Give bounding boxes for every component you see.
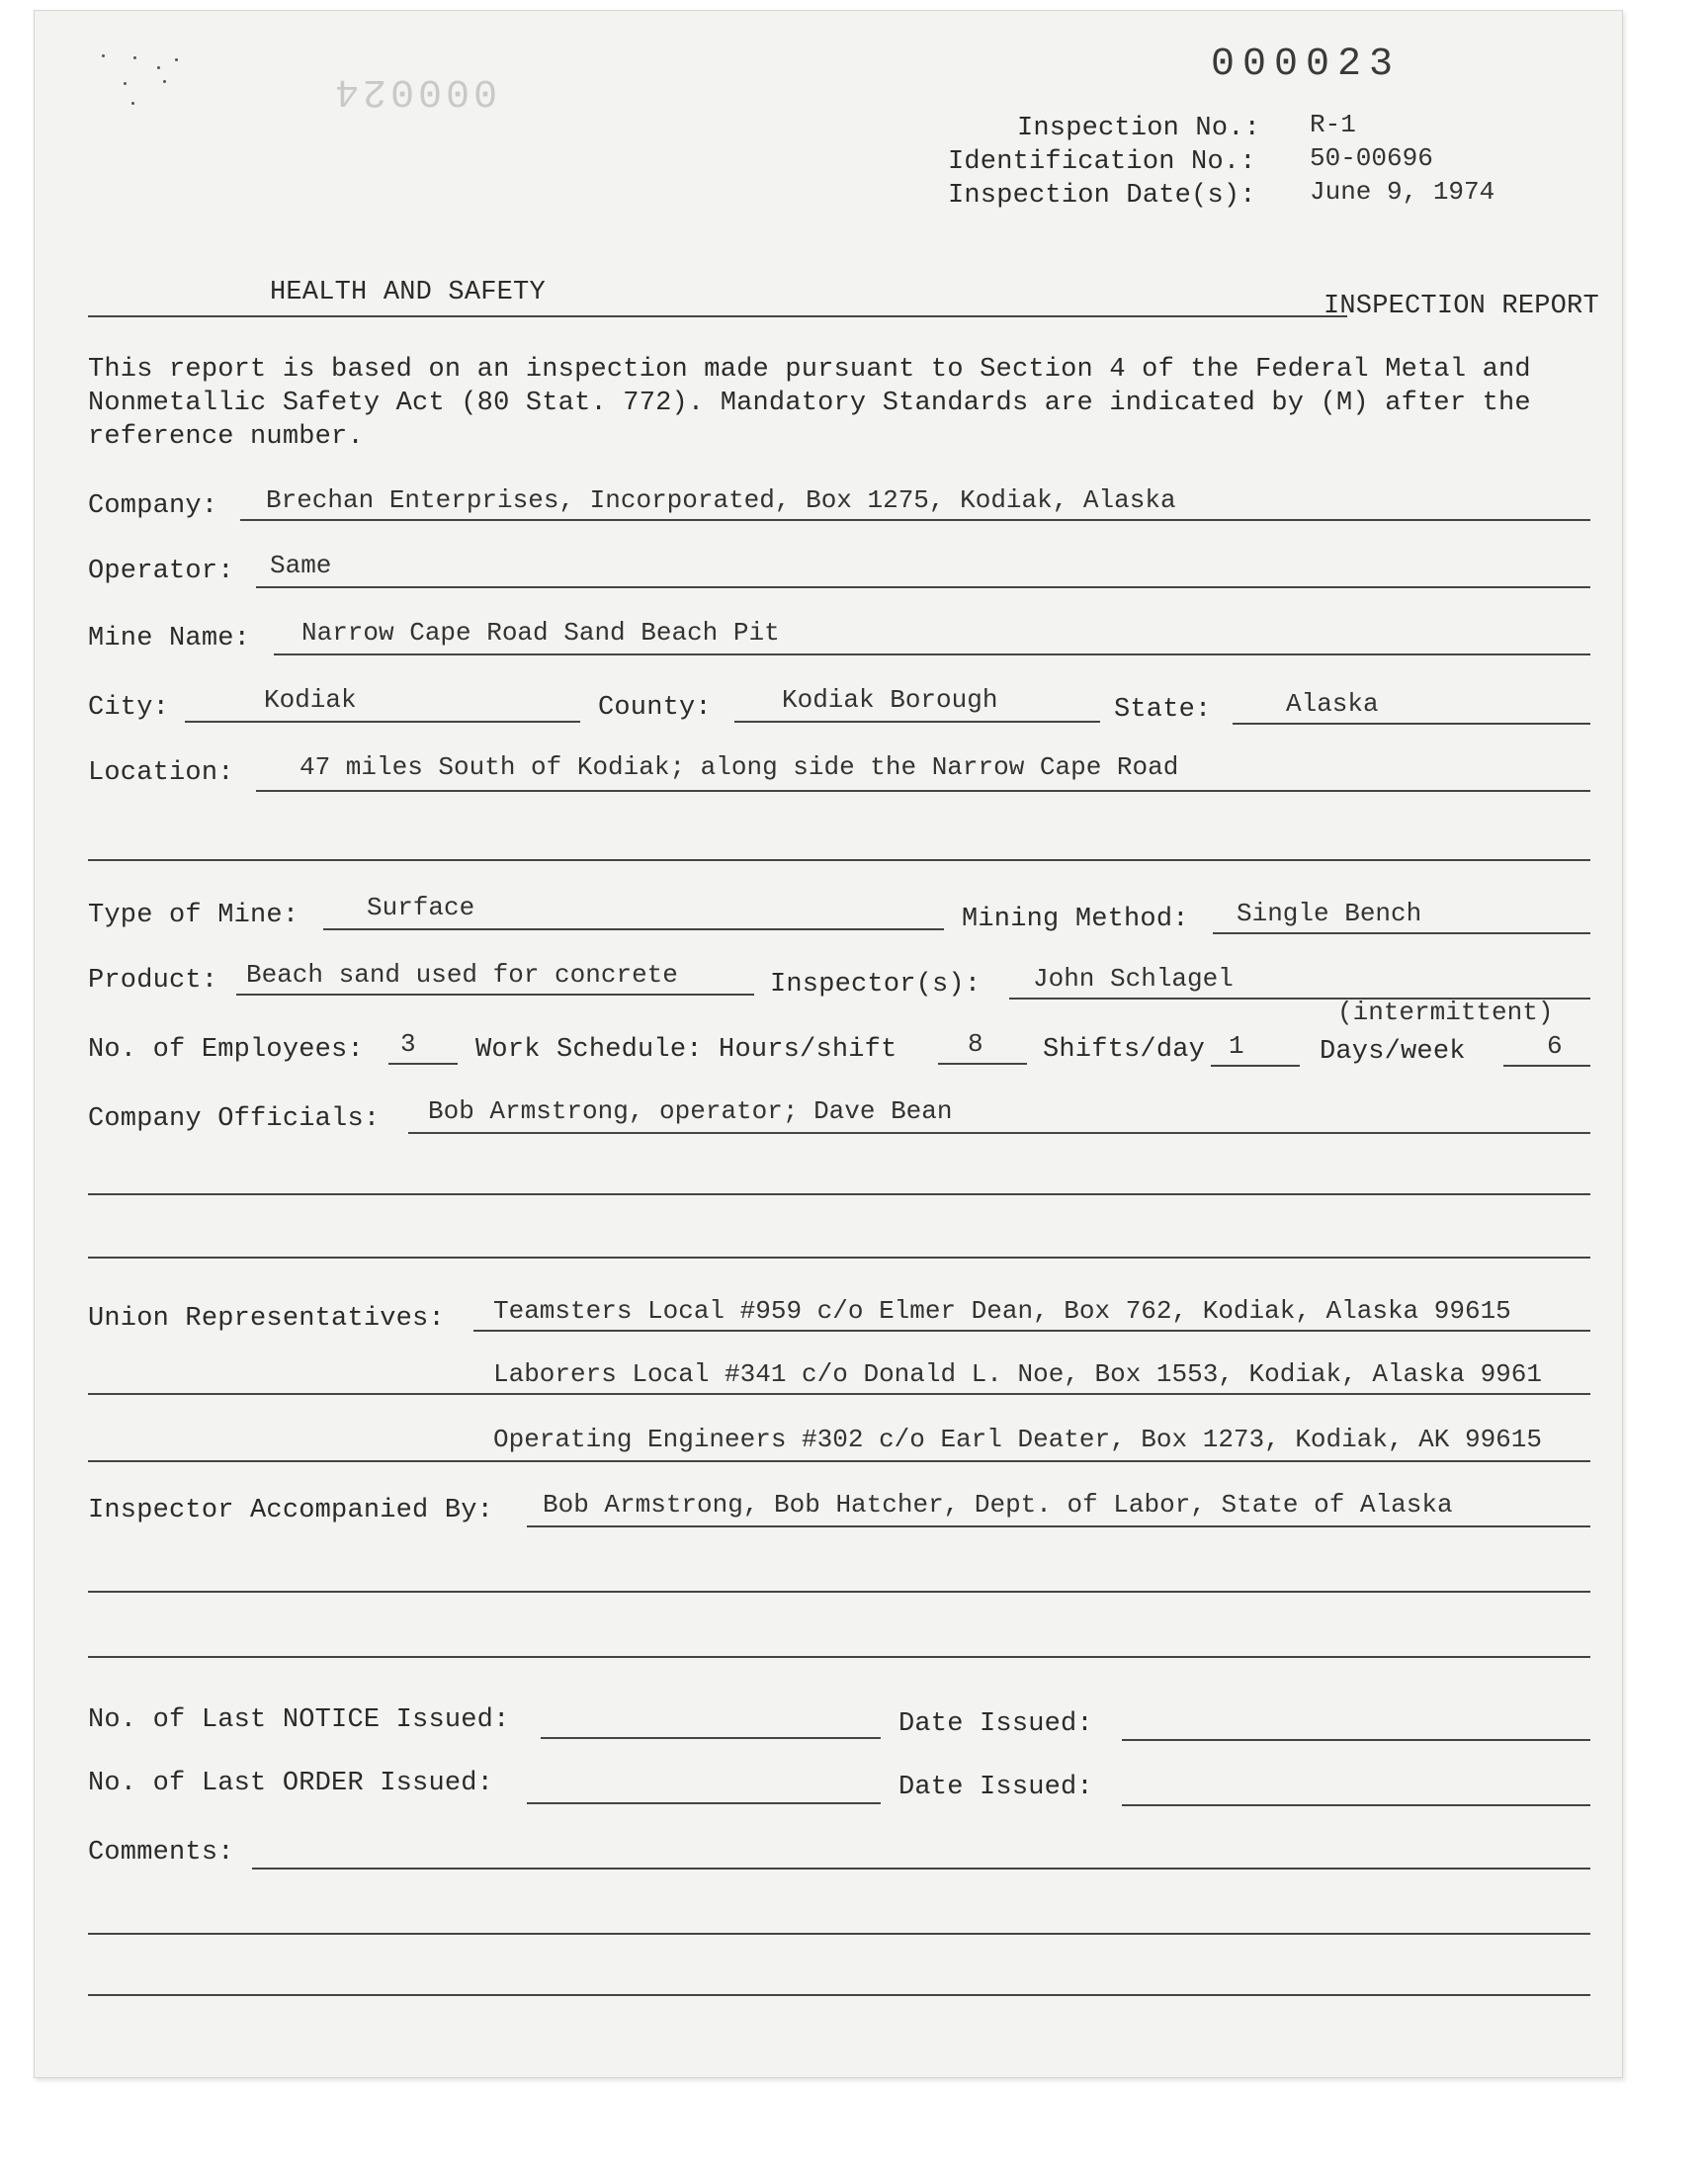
scan-speck [102,54,105,57]
location-label: Location: [88,758,234,788]
company-label: Company: [88,491,218,521]
employees-value: 3 [400,1029,416,1059]
inspection-no-value: R-1 [1310,110,1356,139]
union-value-3: Operating Engineers #302 c/o Earl Deater, Box 1273, Kodiak, AK 99615 [493,1425,1542,1454]
mine-name-value: Narrow Cape Road Sand Beach Pit [301,618,780,648]
city-line [185,721,580,723]
city-label: City: [88,693,170,723]
state-value: Alaska [1286,689,1379,719]
type-of-mine-value: Surface [367,893,475,922]
officials-label: Company Officials: [88,1104,381,1134]
report-title-left: HEALTH AND SAFETY [270,278,546,307]
operator-line [256,586,1590,588]
report-title-right: INSPECTION REPORT [1324,292,1599,321]
union-line-2 [88,1393,1590,1395]
city-value: Kodiak [264,685,357,715]
days-line [1503,1065,1590,1067]
inspectors-label: Inspector(s): [770,970,982,1000]
mine-name-label: Mine Name: [88,624,251,653]
order-date-label: Date Issued: [898,1773,1093,1802]
notice-date-label: Date Issued: [898,1709,1093,1739]
employees-line [388,1063,458,1065]
last-order-line [527,1802,881,1804]
comments-line-3 [88,1994,1590,1996]
mine-name-line [274,653,1590,655]
officials-value: Bob Armstrong, operator; Dave Bean [428,1096,953,1126]
county-label: County: [598,693,712,723]
hours-value: 8 [968,1029,983,1059]
work-schedule-label: Work Schedule: Hours/shift [475,1035,897,1065]
accompanied-line-3 [88,1656,1590,1658]
last-notice-label: No. of Last NOTICE Issued: [88,1705,510,1735]
employees-label: No. of Employees: [88,1035,364,1065]
hours-line [938,1063,1027,1065]
union-label: Union Representatives: [88,1304,445,1334]
accompanied-line [527,1525,1590,1527]
officials-line-2 [88,1193,1590,1195]
accompanied-value: Bob Armstrong, Bob Hatcher, Dept. of Labor, State of Alaska [543,1490,1453,1520]
comments-line-2 [88,1933,1590,1935]
mining-method-label: Mining Method: [962,905,1189,934]
scan-speck [131,102,134,105]
intro-line-3: reference number. [88,422,364,452]
identification-no-label: Identification No.: [948,147,1256,177]
accompanied-label: Inspector Accompanied By: [88,1496,494,1525]
company-value: Brechan Enterprises, Incorporated, Box 1275, Kodiak, Alaska [266,485,1176,515]
inspection-dates-value: June 9, 1974 [1310,177,1495,207]
order-date-line [1122,1804,1590,1806]
location-value: 47 miles South of Kodiak; along side the Narrow Cape Road [299,752,1179,782]
type-of-mine-line [323,928,944,930]
scan-speck [163,80,166,83]
document-number-stamp: 000023 [1211,43,1402,87]
company-line [240,519,1590,521]
shifts-line [1211,1065,1300,1067]
scan-speck [175,58,178,61]
last-order-label: No. of Last ORDER Issued: [88,1769,494,1798]
union-line-3 [88,1460,1590,1462]
shifts-label: Shifts/day [1043,1035,1206,1065]
comments-label: Comments: [88,1838,234,1868]
report-page [34,10,1623,2078]
product-label: Product: [88,966,218,996]
intermittent-note: (intermittent) [1337,998,1554,1027]
operator-label: Operator: [88,557,234,586]
operator-value: Same [270,551,332,580]
product-line [236,994,754,996]
inspection-no-label: Inspection No.: [1017,114,1261,143]
shifts-value: 1 [1229,1031,1244,1061]
inspectors-value: John Schlagel [1033,964,1234,994]
mining-method-line [1213,932,1590,934]
intro-line-1: This report is based on an inspection made pursuant to Section 4 of the Federal Metal and [88,355,1531,385]
union-value-2: Laborers Local #341 c/o Donald L. Noe, Box 1553, Kodiak, Alaska 9961 [493,1359,1542,1389]
county-line [734,721,1100,723]
union-value-1: Teamsters Local #959 c/o Elmer Dean, Box 762, Kodiak, Alaska 99615 [493,1296,1511,1326]
identification-no-value: 50-00696 [1310,143,1433,173]
scan-speck [157,66,160,69]
days-label: Days/week [1320,1037,1466,1067]
bleed-through-number: 000024 [331,68,498,113]
intro-line-2: Nonmetallic Safety Act (80 Stat. 772). Mandatory Standards are indicated by (M) after the [88,389,1531,418]
state-label: State: [1114,695,1212,725]
location-line-2 [88,859,1590,861]
scan-speck [124,82,127,85]
type-of-mine-label: Type of Mine: [88,901,299,930]
officials-line [408,1132,1590,1134]
scan-speck [133,56,136,59]
accompanied-line-2 [88,1591,1590,1593]
last-notice-line [541,1737,881,1739]
title-rule [88,315,1347,317]
days-value: 6 [1547,1031,1563,1061]
union-line-1 [473,1330,1590,1332]
product-value: Beach sand used for concrete [246,960,678,990]
location-line [256,790,1590,792]
officials-line-3 [88,1257,1590,1259]
county-value: Kodiak Borough [782,685,998,715]
mining-method-value: Single Bench [1237,899,1422,928]
inspection-dates-label: Inspection Date(s): [948,181,1256,211]
comments-line [252,1868,1590,1870]
notice-date-line [1122,1739,1590,1741]
state-line [1233,723,1590,725]
